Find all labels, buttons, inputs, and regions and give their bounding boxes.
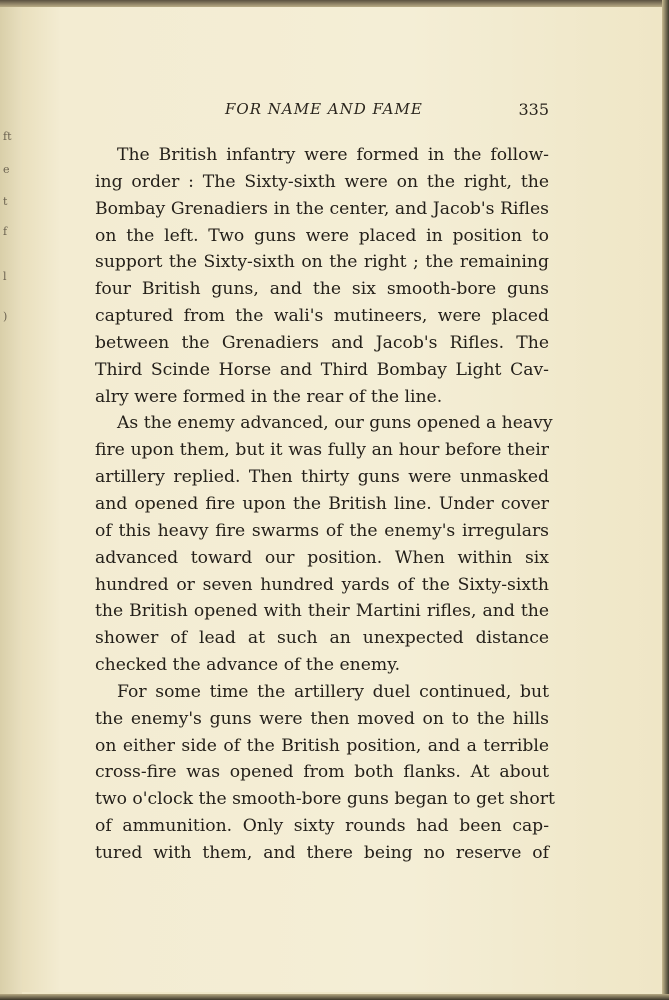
text-line: on the left. Two guns were placed in position to [95, 225, 549, 246]
text-line: fire upon them, but it was fully an hour before their [95, 440, 549, 461]
page-gutter [0, 0, 22, 1000]
text-line: captured from the wali's mutineers, were placed [95, 306, 549, 327]
margin-mark: t [3, 195, 8, 208]
text-line: The British infantry were formed in the follow- [117, 145, 549, 165]
page-header [95, 100, 549, 122]
text-line: shower of lead at such an unexpected distance [95, 628, 549, 649]
text-line: two o'clock the smooth-bore guns began to get short [95, 789, 555, 810]
margin-mark: ft [3, 130, 12, 143]
text-line: tured with them, and there being no reserve of [95, 842, 549, 863]
page-number: 335 [518, 100, 549, 119]
margin-mark: e [3, 163, 10, 176]
text-line: four British guns, and the six smooth-bore guns [95, 279, 549, 300]
margin-mark: ) [3, 310, 8, 323]
text-line: As the enemy advanced, our guns opened a heavy [117, 413, 553, 434]
text-line: of this heavy fire swarms of the enemy's irregulars [95, 520, 549, 541]
text-line: advanced toward our position. When within six [95, 547, 549, 568]
page-bottom-edge [0, 994, 669, 1000]
text-line: support the Sixty-sixth on the right ; the remaining [95, 252, 549, 273]
text-line: ing order : The Sixty-sixth were on the right, the [95, 171, 549, 192]
page-top-edge [0, 0, 669, 7]
text-line: the enemy's guns were then moved on to the hills [95, 708, 549, 729]
text-line: hundred or seven hundred yards of the Sixty-sixth [95, 574, 549, 595]
text-line: cross-fire was opened from both flanks. At about [95, 762, 549, 783]
text-line: Third Scinde Horse and Third Bombay Light Cav- [95, 359, 549, 380]
margin-mark: l [3, 270, 7, 283]
text-line: artillery replied. Then thirty guns were unmasked [95, 467, 549, 488]
text-line: on either side of the British position, and a terrible [95, 735, 549, 756]
text-line: between the Grenadiers and Jacob's Rifles. The [95, 332, 549, 353]
text-line: For some time the artillery duel continued, but [117, 681, 549, 702]
text-line: alry were formed in the rear of the line. [95, 386, 443, 407]
body-text [95, 142, 555, 867]
text-line: the British opened with their Martini rifles, and the [95, 601, 549, 622]
text-line: and opened fire upon the British line. Under cover [95, 493, 549, 514]
margin-mark: f [3, 225, 8, 238]
text-line: of ammunition. Only sixty rounds had been cap- [95, 816, 549, 837]
page-right-edge [662, 0, 669, 1000]
text-line: Bombay Grenadiers in the center, and Jacob's Rifles [95, 198, 549, 219]
text-line: checked the advance of the enemy. [95, 655, 401, 676]
running-title: FOR NAME AND FAME [225, 100, 423, 118]
